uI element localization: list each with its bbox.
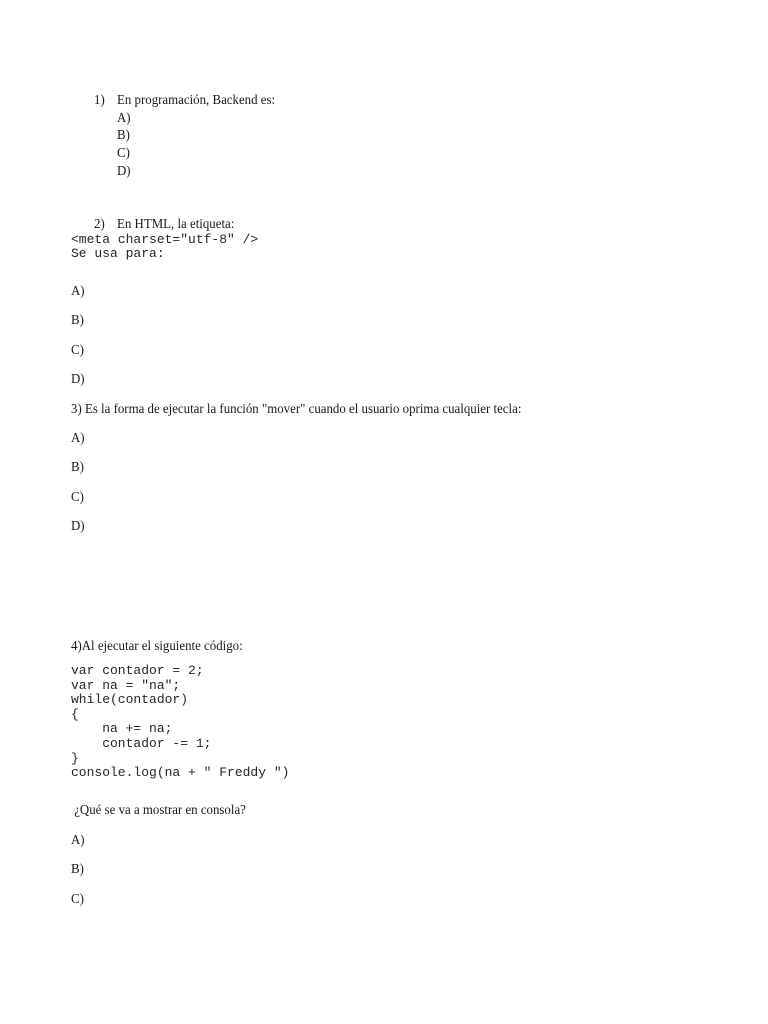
code-line: contador -= 1; [71,735,212,751]
code-line: na += na; [71,721,173,737]
q1-option-a: A) [117,111,131,126]
q3-option-c: C) [71,490,84,505]
code-line: } [71,750,79,766]
q2-option-b: B) [71,313,84,328]
q2-code: <meta charset="utf-8" /> [71,232,259,247]
q2-option-d: D) [71,372,85,387]
q4-question: ¿Qué se va a mostrar en consola? [71,803,246,818]
q1-text: En programación, Backend es: [117,93,276,108]
q4-option-b: B) [71,862,84,877]
q4-text: 4)Al ejecutar el siguiente código: [71,639,243,654]
q2-number: 2) [94,217,105,232]
q1-option-d: D) [117,164,131,179]
q2-option-a: A) [71,284,85,299]
q1-number: 1) [94,93,105,108]
q3-option-b: B) [71,460,84,475]
q3-option-d: D) [71,519,85,534]
q1-option-c: C) [117,146,130,161]
code-line: { [71,706,79,722]
q4-option-c: C) [71,892,84,907]
q2-option-c: C) [71,343,84,358]
q4-code-block [71,664,289,781]
q3-text: 3) Es la forma de ejecutar la función "mover" cuando el usuario oprima cualquier tecla: [71,402,522,417]
code-line: var contador = 2; [71,663,204,678]
q4-option-a: A) [71,833,85,848]
code-line: while(contador) [71,692,189,708]
q2-followup: Se usa para: [71,246,165,261]
q3-option-a: A) [71,431,85,446]
code-line: console.log(na + " Freddy ") [71,765,290,781]
code-line: var na = "na"; [71,677,181,693]
q1-option-b: B) [117,128,130,143]
q2-text: En HTML, la etiqueta: [117,217,235,232]
